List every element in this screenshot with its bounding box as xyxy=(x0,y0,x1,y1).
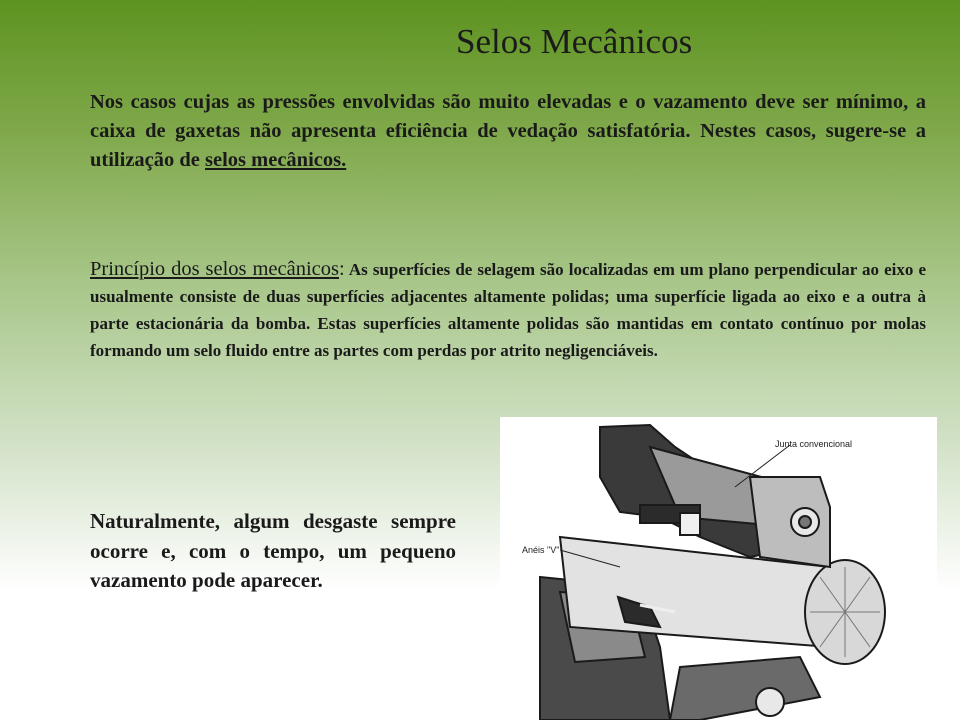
pump-housing-drawing xyxy=(540,425,885,720)
label-aneis-v: Anéis "V" xyxy=(522,545,560,555)
mechanical-seal-illustration xyxy=(500,417,937,720)
principle-colon: : xyxy=(339,258,345,280)
intro-underlined-term: selos mecânicos. xyxy=(205,149,347,171)
intro-text: Nos casos cujas as pressões envolvidas são muito elevadas e o vazamento deve ser mínimo, a caixa de gaxetas não apresenta eficiência de vedação satisfatória. Nestes casos, sugere-se a utilização de xyxy=(90,91,926,171)
principle-heading-wrap xyxy=(90,258,345,280)
label-junta-convencional: Junta convencional xyxy=(775,439,853,449)
page-title: Selos Mecânicos xyxy=(456,22,693,61)
intro-paragraph xyxy=(90,88,926,175)
wear-paragraph: Naturalmente, algum desgaste sempre ocorre e, com o tempo, um pequeno vazamento pode aparecer. xyxy=(90,509,456,592)
principle-text: As superfícies de selagem são localizadas em um plano perpendicular ao eixo e usualmente consiste de duas superfícies adjacentes altamente polidas; uma superfície ligada ao eixo e a outra à parte estacionária da bomba. Estas superfícies altamente polidas são mantidas em contato contínuo por molas formando um selo fluido entre as partes com perdas por atrito negligenciáveis. xyxy=(90,260,926,360)
principle-paragraph xyxy=(90,256,926,364)
principle-heading: Princípio dos selos mecânicos xyxy=(90,258,340,280)
